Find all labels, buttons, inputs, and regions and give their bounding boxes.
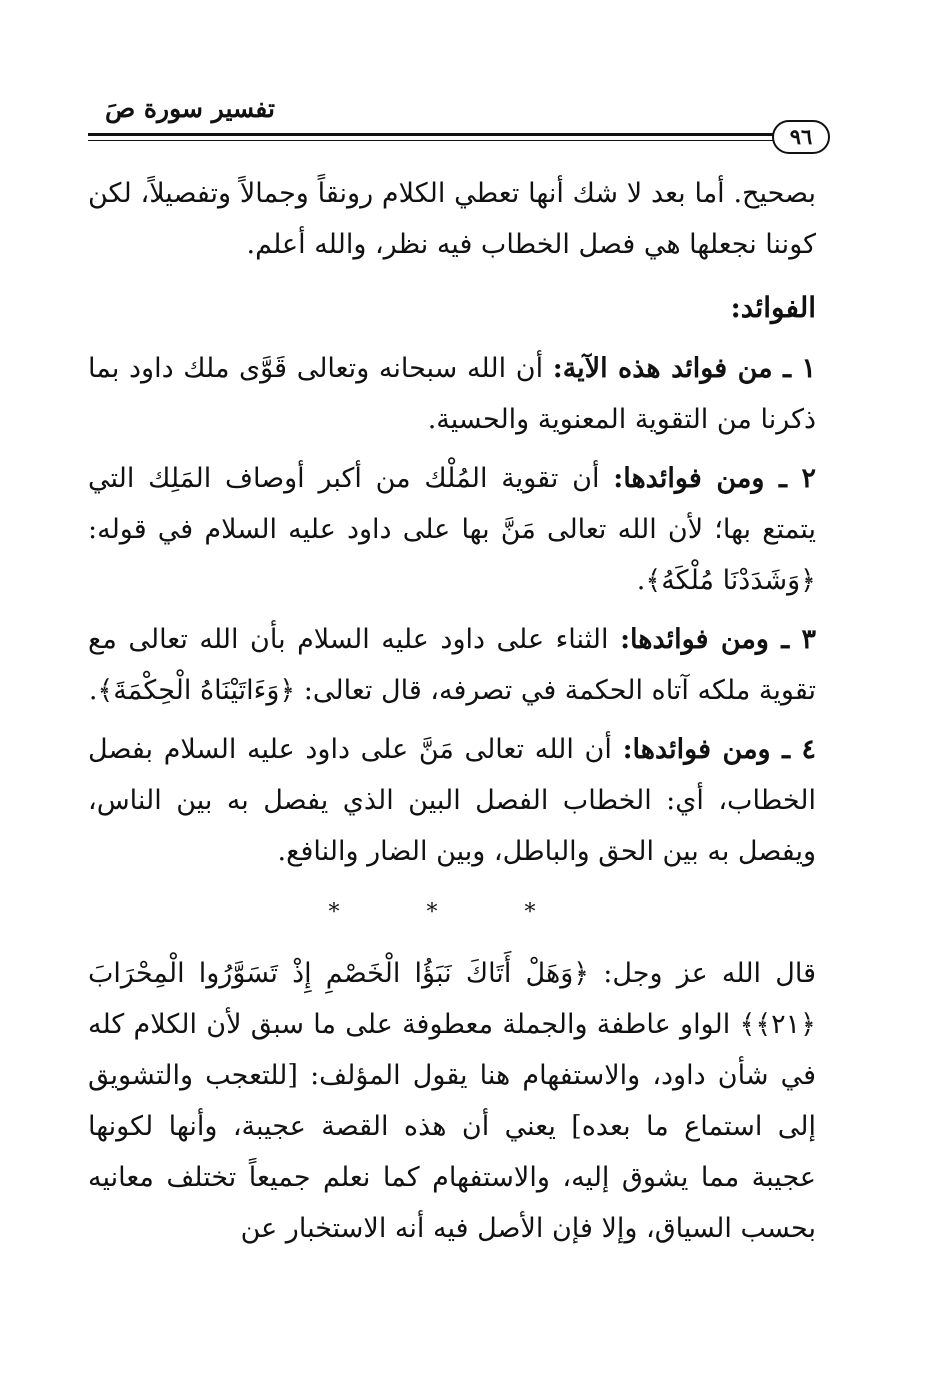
header-rule	[88, 133, 774, 141]
benefit-1-text: أن الله سبحانه وتعالى قَوَّى ملك داود بما ذكرنا من التقوية المعنوية والحسية.	[88, 353, 816, 435]
benefit-2-lead: ٢ ـ ومن فوائدها:	[613, 463, 817, 494]
benefit-4-lead: ٤ ـ ومن فوائدها:	[622, 734, 816, 765]
benefit-2-text: أن تقوية المُلْك من أكبر أوصاف المَلِك التي يتمتع بها؛ لأن الله تعالى مَنَّ بها على داود عليه السلام في قوله: ﴿وَشَدَدْنَا مُلْكَهُ﴾.	[88, 463, 816, 596]
benefit-1-lead: ١ ـ من فوائد هذه الآية:	[552, 353, 816, 384]
benefit-2	[88, 453, 816, 606]
benefit-3-text: الثناء على داود عليه السلام بأن الله تعالى مع تقوية ملكه آتاه الحكمة في تصرفه، قال تعالى: ﴿وَءَاتَيْنَاهُ الْحِكْمَةَ﴾.	[88, 624, 816, 706]
benefit-3	[88, 614, 816, 716]
verse-commentary-paragraph: قال الله عز وجل: ﴿وَهَلْ أَتَاكَ نَبَؤُا الْخَصْمِ إِذْ تَسَوَّرُوا الْمِحْرَابَ ﴿٢١﴾﴾ الواو عاطفة والجملة معطوفة على ما سبق لأن الكلام كله في شأن داود، والاستفهام هنا يقول المؤلف: [للتعجب والتشويق إلى استماع ما بعده] يعني أن هذه القصة عجيبة، وأنها لكونها عجيبة مما يشوق إليه، والاستفهام كما نعلم جميعاً تختلف معانيه بحسب السياق، وإلا فإن الأصل فيه أنه الاستخبار عن	[88, 958, 816, 1244]
running-title: تفسير سورة صَ	[105, 94, 275, 123]
benefit-1	[88, 343, 816, 445]
page-number: ٩٦	[772, 120, 830, 154]
section-separator: * * *	[328, 900, 576, 925]
intro-paragraph: بصحيح. أما بعد لا شك أنها تعطي الكلام رونقاً وجمالاً وتفصيلاً، لكن كوننا نجعلها هي فصل الخطاب فيه نظر، والله أعلم.	[88, 178, 816, 260]
benefit-4	[88, 724, 816, 877]
page-body	[88, 168, 816, 1262]
benefit-4-text: أن الله تعالى مَنَّ على داود عليه السلام بفصل الخطاب، أي: الخطاب الفصل البين الذي يفصل به بين الناس، ويفصل به بين الحق والباطل، وبين الضار والنافع.	[88, 734, 816, 867]
benefits-heading: الفوائد:	[730, 291, 816, 324]
benefit-3-lead: ٣ ـ ومن فوائدها:	[620, 624, 817, 655]
